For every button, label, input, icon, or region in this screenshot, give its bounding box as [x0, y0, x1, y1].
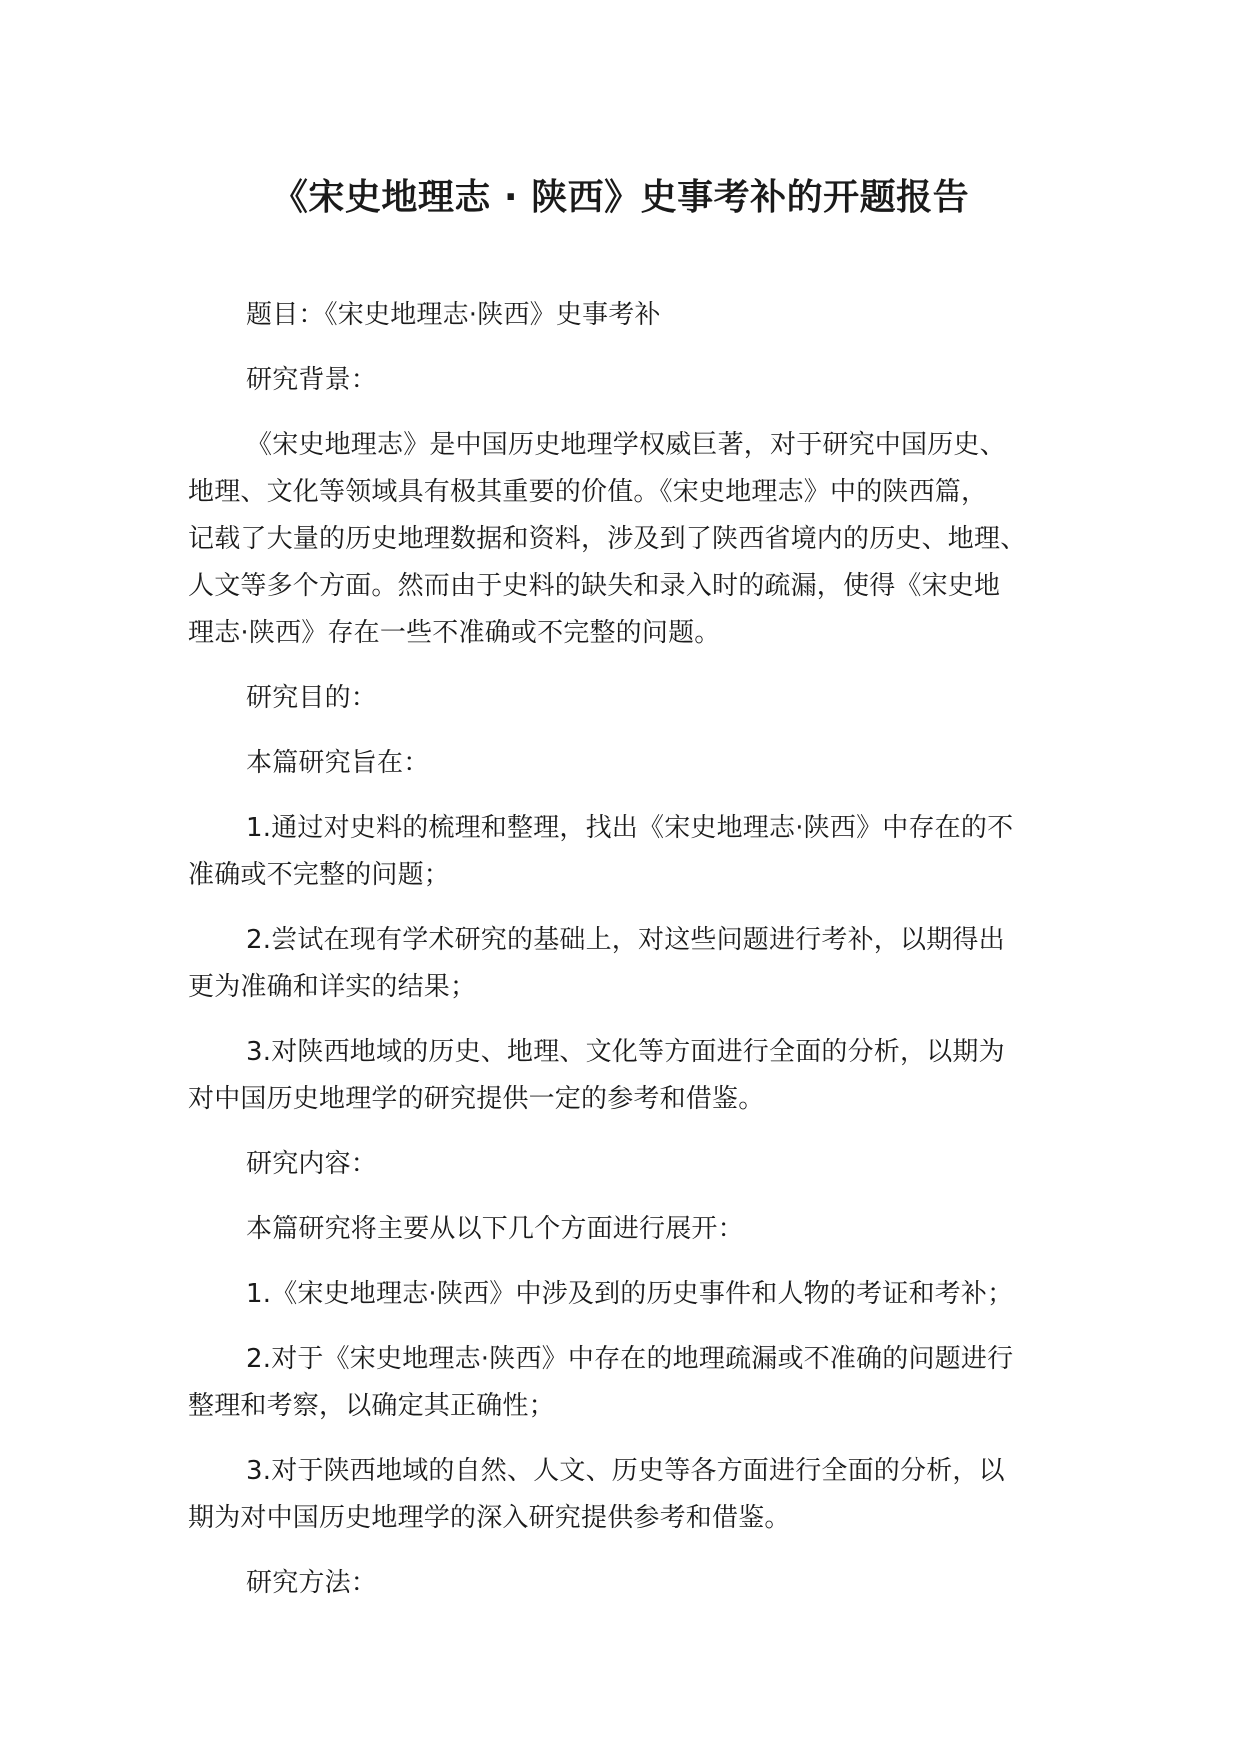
purpose-item-2: 2.尝试在现有学术研究的基础上，对这些问题进行考补，以期得出 更为准确和详实的结果； — [188, 925, 1005, 1002]
heading-content: 研究内容： — [246, 1149, 378, 1179]
paragraph-content-intro: 本篇研究将主要从以下几个方面进行展开： — [246, 1214, 744, 1244]
paragraph-background: 《宋史地理志》是中国历史地理学权威巨著，对于研究中国历史、 地理、文化等领域具有极其重要的价值。《宋史地理志》中的陕西篇， 记载了大量的历史地理数据和资料，涉及到了陕西省境内的历史、地理、 人文等多个方面。然而由于史料的缺失和录入时的疏漏，使得《宋史地 理志·陕西》存在一些不准确或不完整的问题。 — [188, 430, 1027, 648]
paragraph-purpose-intro: 本篇研究旨在： — [246, 748, 430, 778]
document-body — [188, 292, 1068, 1625]
purpose-item-3: 3.对陕西地域的历史、地理、文化等方面进行全面的分析，以期为 对中国历史地理学的研究提供一定的参考和借鉴。 — [188, 1037, 1005, 1114]
heading-methods: 研究方法： — [246, 1568, 378, 1598]
paragraph-topic: 题目：《宋史地理志·陕西》史事考补 — [246, 300, 661, 330]
content-item-1: 1.《宋史地理志·陕西》中涉及到的历史事件和人物的考证和考补； — [246, 1279, 1014, 1309]
heading-purpose: 研究目的： — [246, 683, 378, 713]
purpose-item-1: 1.通过对史料的梳理和整理，找出《宋史地理志·陕西》中存在的不 准确或不完整的问题； — [188, 813, 1014, 890]
heading-background: 研究背景： — [246, 365, 378, 395]
document-title: 《宋史地理志 · 陕西》史事考补的开题报告 — [271, 177, 970, 218]
content-item-3: 3.对于陕西地域的自然、人文、历史等各方面进行全面的分析，以 期为对中国历史地理学的深入研究提供参考和借鉴。 — [188, 1456, 1005, 1533]
content-item-2: 2.对于《宋史地理志·陕西》中存在的地理疏漏或不准确的问题进行 整理和考察，以确定其正确性； — [188, 1344, 1014, 1421]
